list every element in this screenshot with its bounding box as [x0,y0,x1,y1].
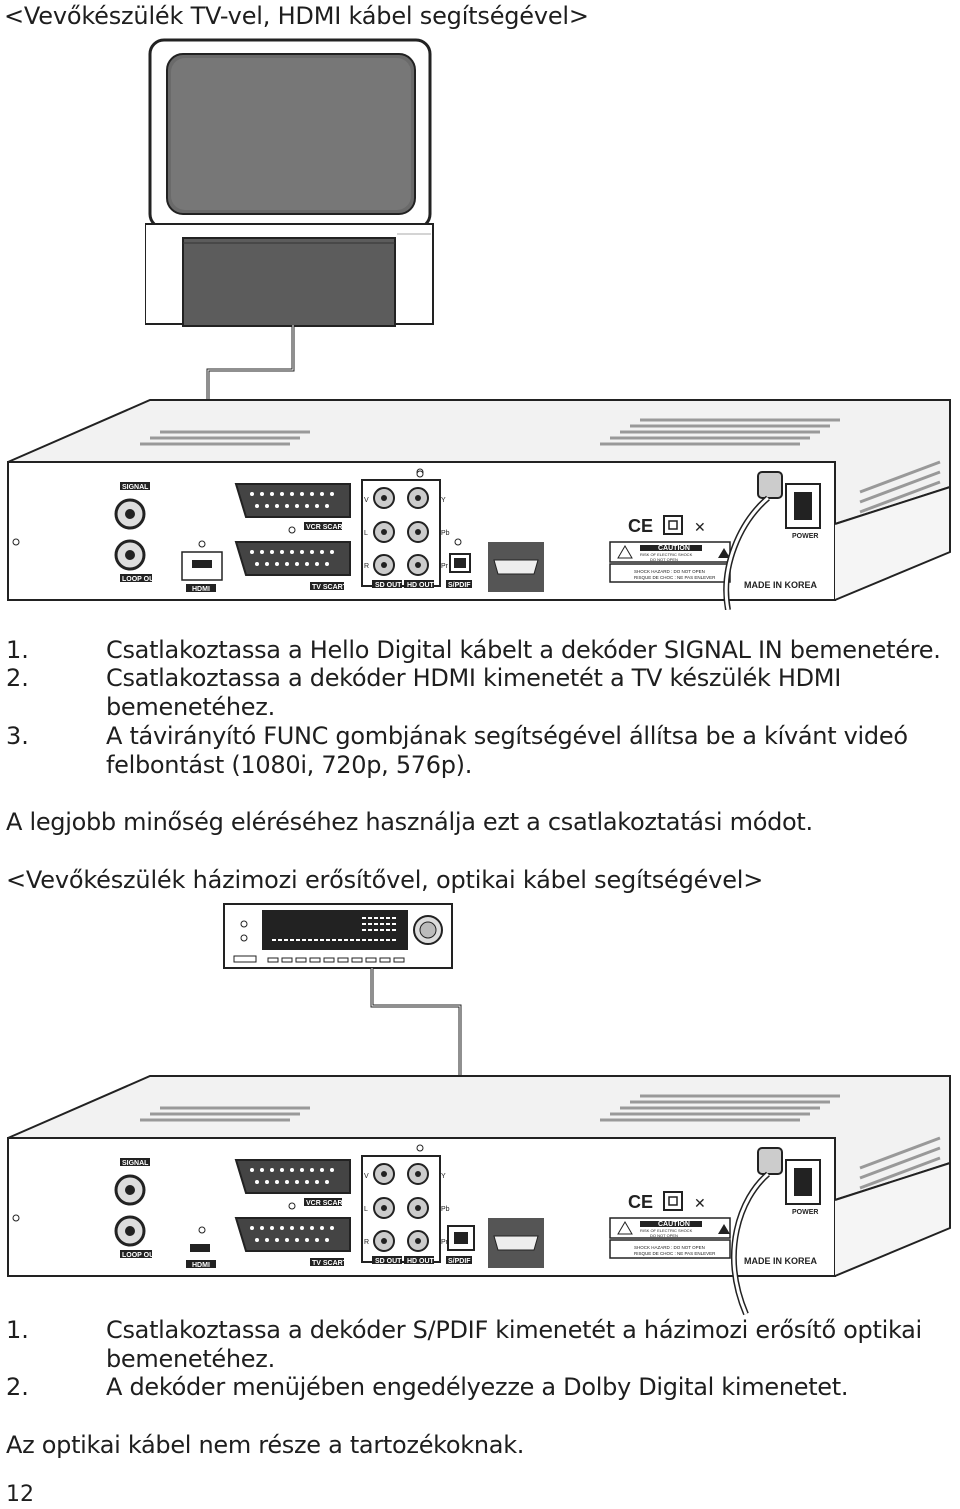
svg-text:Y: Y [441,1173,446,1180]
amplifier-illustration [222,902,456,972]
svg-text:TV SCART: TV SCART [312,1260,347,1267]
svg-text:HD OUT: HD OUT [407,582,434,589]
svg-text:SHOCK HAZARD : DO NOT OPEN: SHOCK HAZARD : DO NOT OPEN [634,569,705,574]
svg-text:DO NOT OPEN: DO NOT OPEN [650,557,678,562]
svg-text:CE: CE [628,516,654,536]
section1-heading: <Vevőkészülék TV-vel, HDMI kábel segítségével> [4,2,589,30]
step-number: 1. [6,1316,29,1344]
step-text: A távirányító FUNC gombjának segítségével állítsa be a kívánt videó [106,722,908,750]
svg-text:RISQUE DE CHOC : NE PAS ENLEVE: RISQUE DE CHOC : NE PAS ENLEVER [634,1251,716,1256]
step-text: Csatlakoztassa a Hello Digital kábelt a dekóder SIGNAL IN bemenetére. [106,636,941,664]
section2-heading: <Vevőkészülék házimozi erősítővel, optikai kábel segítségével> [6,866,764,894]
svg-text:SD OUT: SD OUT [375,1258,402,1265]
tv-illustration [145,38,435,338]
svg-text:VCR SCART: VCR SCART [306,524,347,531]
svg-text:R: R [364,563,370,570]
svg-text:CAUTION: CAUTION [658,1221,690,1228]
svg-text:Y: Y [441,497,446,504]
svg-text:Pr: Pr [441,1239,448,1246]
svg-text:R: R [364,1239,370,1246]
step-text: bemenetéhez. [106,1345,275,1373]
svg-text:✕: ✕ [694,1195,706,1211]
section2-note: Az optikai kábel nem része a tartozékoknak. [6,1431,525,1459]
step-number: 1. [6,636,29,664]
svg-text:Pb: Pb [441,1206,450,1213]
step-text: felbontást (1080i, 720p, 576p). [106,751,473,779]
svg-text:L: L [364,1206,368,1213]
svg-text:S/PDIF: S/PDIF [448,582,471,589]
step-text: A dekóder menüjében engedélyezze a Dolby Digital kimenetet. [106,1373,849,1401]
step-number: 2. [6,1373,29,1401]
svg-text:V: V [364,497,369,504]
svg-text:HDMI: HDMI [192,1262,210,1269]
step-text: bemenetéhez. [106,693,275,721]
page-number: 12 [6,1482,34,1507]
step-number: 3. [6,722,29,750]
svg-text:HD OUT: HD OUT [407,1258,434,1265]
svg-text:MADE IN KOREA: MADE IN KOREA [744,580,818,590]
svg-text:CAUTION: CAUTION [658,545,690,552]
svg-text:POWER: POWER [792,1209,819,1216]
svg-text:Pb: Pb [441,530,450,537]
svg-text:HDMI: HDMI [192,586,210,593]
svg-text:LOOP OUT: LOOP OUT [122,576,159,583]
receiver-rear-panel-2 [0,1068,960,1318]
svg-text:SD OUT: SD OUT [375,582,402,589]
svg-text:RISK OF ELECTRIC SHOCK: RISK OF ELECTRIC SHOCK [640,552,693,557]
svg-text:L: L [364,530,368,537]
svg-text:SIGNAL IN: SIGNAL IN [122,484,158,491]
svg-text:✕: ✕ [694,519,706,535]
svg-text:MADE IN KOREA: MADE IN KOREA [744,1256,818,1266]
step-text: Csatlakoztassa a dekóder S/PDIF kimenetét a házimozi erősítő optikai [106,1316,922,1344]
svg-text:LOOP OUT: LOOP OUT [122,1252,159,1259]
receiver-rear-panel [0,392,960,610]
svg-text:TV SCART: TV SCART [312,584,347,591]
svg-text:Pr: Pr [441,563,448,570]
step-text: Csatlakoztassa a dekóder HDMI kimenetét a TV készülék HDMI [106,664,841,692]
svg-text:DO NOT OPEN: DO NOT OPEN [650,1233,678,1238]
svg-text:VCR SCART: VCR SCART [306,1200,347,1207]
step-number: 2. [6,664,29,692]
svg-text:SIGNAL IN: SIGNAL IN [122,1160,158,1167]
section1-note: A legjobb minőség eléréséhez használja ezt a csatlakoztatási módot. [6,808,813,836]
svg-text:CE: CE [628,1192,654,1212]
svg-text:POWER: POWER [792,533,819,540]
svg-text:SHOCK HAZARD : DO NOT OPEN: SHOCK HAZARD : DO NOT OPEN [634,1245,705,1250]
svg-text:RISK OF ELECTRIC SHOCK: RISK OF ELECTRIC SHOCK [640,1228,693,1233]
svg-text:V: V [364,1173,369,1180]
svg-text:S/PDIF: S/PDIF [448,1258,471,1265]
svg-text:RISQUE DE CHOC : NE PAS ENLEVE: RISQUE DE CHOC : NE PAS ENLEVER [634,575,716,580]
